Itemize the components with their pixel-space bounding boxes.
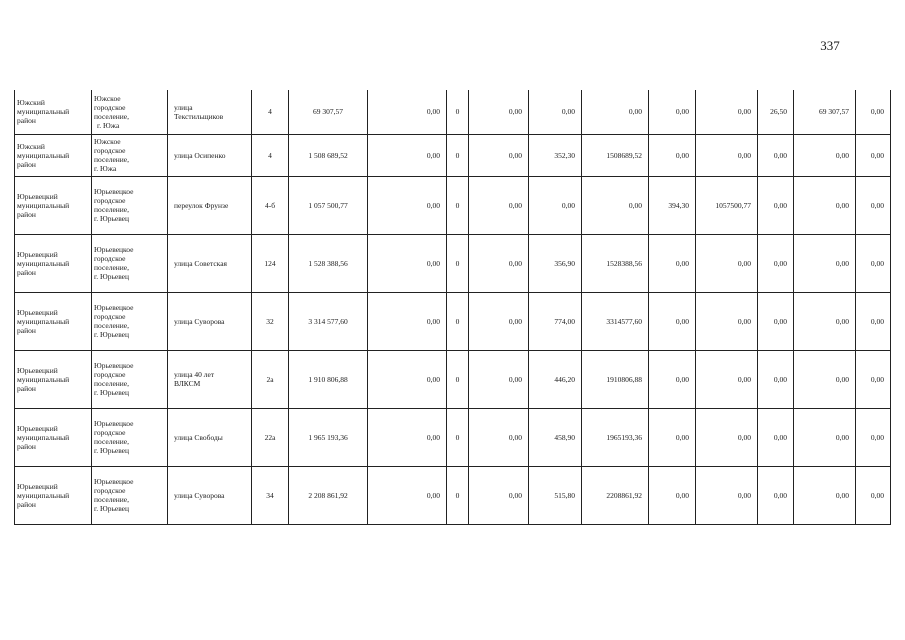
table-row — [15, 134, 891, 176]
cell-c4: 0,00 — [529, 176, 582, 234]
district-line: муниципальный — [17, 150, 70, 160]
cell-settlement — [92, 90, 168, 134]
cell-c10: 0,00 — [856, 176, 891, 234]
cell-cost: 2 208 861,92 — [289, 466, 368, 524]
cell-c8: 0,00 — [758, 234, 794, 292]
settlement-line: г. Юрьевец — [94, 504, 130, 513]
cell-c8: 26,50 — [758, 90, 794, 134]
cell-c5: 0,00 — [582, 90, 649, 134]
district-line: район — [17, 267, 36, 277]
settlement-line: городское — [94, 254, 126, 263]
district-line: Юрьевецкий — [17, 365, 58, 375]
cell-c10: 0,00 — [856, 350, 891, 408]
settlement-line: Юрьевецкое — [94, 303, 134, 312]
settlement-line: Южское — [94, 137, 121, 146]
settlement-line: г. Юрьевец — [94, 446, 130, 455]
district-line: муниципальный — [17, 316, 70, 326]
cell-c10: 0,00 — [856, 292, 891, 350]
settlement-line: г. Юрьевец — [94, 272, 130, 281]
cell-c4: 515,80 — [529, 466, 582, 524]
cell-c3: 0,00 — [469, 90, 529, 134]
cell-c1: 0,00 — [368, 292, 447, 350]
cell-c9: 0,00 — [794, 292, 856, 350]
cell-c9: 0,00 — [794, 134, 856, 176]
settlement-line: поселение, — [94, 437, 130, 446]
settlement-line: Юрьевецкое — [94, 477, 134, 486]
cell-c8: 0,00 — [758, 350, 794, 408]
cell-house: 34 — [252, 466, 289, 524]
cell-settlement — [92, 234, 168, 292]
district-line: Южский — [17, 98, 45, 108]
district-line: муниципальный — [17, 258, 70, 268]
district-line: район — [17, 499, 36, 509]
cell-c5: 1528388,56 — [582, 234, 649, 292]
cell-c4: 352,30 — [529, 134, 582, 176]
cell-house: 32 — [252, 292, 289, 350]
cell-street — [168, 90, 252, 134]
street-line: улица Суворова — [174, 316, 225, 326]
street-line: улица Осипенко — [174, 150, 226, 160]
cell-c1: 0,00 — [368, 350, 447, 408]
district-line: район — [17, 325, 36, 335]
cell-c2: 0 — [447, 466, 469, 524]
district-line: муниципальный — [17, 490, 70, 500]
cell-c6: 0,00 — [649, 134, 696, 176]
cell-c5: 1965193,36 — [582, 408, 649, 466]
cell-c3: 0,00 — [469, 408, 529, 466]
cell-c7: 0,00 — [696, 134, 758, 176]
cell-settlement — [92, 292, 168, 350]
cell-c3: 0,00 — [469, 234, 529, 292]
cell-c9: 69 307,57 — [794, 90, 856, 134]
settlement-line: г. Юрьевец — [94, 330, 130, 339]
cell-settlement — [92, 408, 168, 466]
cell-c5: 2208861,92 — [582, 466, 649, 524]
cell-c2: 0 — [447, 408, 469, 466]
cell-c4: 0,00 — [529, 90, 582, 134]
cell-c7: 0,00 — [696, 350, 758, 408]
settlement-line: поселение, — [94, 111, 130, 121]
cell-c7: 0,00 — [696, 292, 758, 350]
cell-settlement — [92, 134, 168, 176]
cell-house: 4-б — [252, 176, 289, 234]
table-row — [15, 176, 891, 234]
district-line: район — [17, 383, 36, 393]
settlement-line: городское — [94, 102, 126, 112]
cell-c2: 0 — [447, 350, 469, 408]
cell-cost: 1 508 689,52 — [289, 134, 368, 176]
district-line: муниципальный — [17, 374, 70, 384]
cell-c6: 0,00 — [649, 350, 696, 408]
cell-c7: 1057500,77 — [696, 176, 758, 234]
settlement-line: городское — [94, 428, 126, 437]
cell-cost: 1 910 806,88 — [289, 350, 368, 408]
cell-c2: 0 — [447, 90, 469, 134]
table-body — [15, 90, 891, 524]
cell-c5: 3314577,60 — [582, 292, 649, 350]
table-row — [15, 234, 891, 292]
cell-c1: 0,00 — [368, 134, 447, 176]
cell-c8: 0,00 — [758, 466, 794, 524]
settlement-line: поселение, — [94, 155, 130, 164]
cell-c1: 0,00 — [368, 90, 447, 134]
cell-c7: 0,00 — [696, 90, 758, 134]
cell-cost: 69 307,57 — [289, 90, 368, 134]
settlement-line: городское — [94, 146, 126, 155]
street-line: переулок Фрунзе — [174, 200, 229, 210]
settlement-line: городское — [94, 486, 126, 495]
cell-house: 22а — [252, 408, 289, 466]
district-line: муниципальный — [17, 107, 70, 117]
settlement-line: поселение, — [94, 379, 130, 388]
cell-c9: 0,00 — [794, 350, 856, 408]
cell-c1: 0,00 — [368, 176, 447, 234]
cell-cost: 1 528 388,56 — [289, 234, 368, 292]
cell-c6: 0,00 — [649, 234, 696, 292]
cell-c8: 0,00 — [758, 408, 794, 466]
cell-c2: 0 — [447, 234, 469, 292]
cell-c8: 0,00 — [758, 292, 794, 350]
cell-c1: 0,00 — [368, 234, 447, 292]
district-line: Юрьевецкий — [17, 249, 58, 259]
cell-c6: 394,30 — [649, 176, 696, 234]
cell-c3: 0,00 — [469, 466, 529, 524]
cell-c6: 0,00 — [649, 466, 696, 524]
street-line: ВЛКСМ — [174, 379, 201, 388]
district-line: муниципальный — [17, 200, 70, 210]
cell-c10: 0,00 — [856, 90, 891, 134]
cell-settlement — [92, 466, 168, 524]
cell-house: 124 — [252, 234, 289, 292]
cell-c10: 0,00 — [856, 234, 891, 292]
settlement-line: городское — [94, 196, 126, 205]
district-line: Юрьевецкий — [17, 307, 58, 317]
settlement-line: г. Юрьевец — [94, 388, 130, 397]
cell-c1: 0,00 — [368, 408, 447, 466]
cell-cost: 3 314 577,60 — [289, 292, 368, 350]
cell-c4: 774,00 — [529, 292, 582, 350]
settlement-line: поселение, — [94, 495, 130, 504]
cell-c7: 0,00 — [696, 408, 758, 466]
cell-district — [15, 134, 92, 176]
settlement-line: г. Южа — [94, 164, 117, 173]
settlement-line: городское — [94, 312, 126, 321]
cell-district — [15, 90, 92, 134]
settlement-line: г. Юрьевец — [94, 214, 130, 223]
cell-c7: 0,00 — [696, 234, 758, 292]
settlement-line: Юрьевецкое — [94, 245, 134, 254]
cell-house: 2а — [252, 350, 289, 408]
settlement-line: поселение, — [94, 321, 130, 330]
settlement-line: Юрьевецкое — [94, 361, 134, 370]
cell-cost: 1 057 500,77 — [289, 176, 368, 234]
cell-district — [15, 466, 92, 524]
district-line: Юрьевецкий — [17, 481, 58, 491]
cell-c2: 0 — [447, 134, 469, 176]
cell-district — [15, 292, 92, 350]
cell-c6: 0,00 — [649, 292, 696, 350]
cell-settlement — [92, 176, 168, 234]
cell-c2: 0 — [447, 292, 469, 350]
cell-street — [168, 176, 252, 234]
table-row — [15, 350, 891, 408]
cell-c7: 0,00 — [696, 466, 758, 524]
cell-c4: 446,20 — [529, 350, 582, 408]
street-line: Текстильщиков — [174, 111, 224, 121]
settlement-line: городское — [94, 370, 126, 379]
cell-street — [168, 350, 252, 408]
cell-street — [168, 466, 252, 524]
cell-c5: 1910806,88 — [582, 350, 649, 408]
street-line: улица — [174, 102, 193, 112]
settlement-line: поселение, — [94, 263, 130, 272]
cell-district — [15, 234, 92, 292]
street-line: улица 40 лет — [174, 370, 215, 379]
table-row — [15, 408, 891, 466]
street-line: улица Суворова — [174, 490, 225, 500]
cell-street — [168, 234, 252, 292]
cell-c5: 1508689,52 — [582, 134, 649, 176]
cell-c9: 0,00 — [794, 466, 856, 524]
cell-district — [15, 176, 92, 234]
cell-c1: 0,00 — [368, 466, 447, 524]
cell-street — [168, 134, 252, 176]
cell-cost: 1 965 193,36 — [289, 408, 368, 466]
cell-district — [15, 408, 92, 466]
district-line: Юрьевецкий — [17, 191, 58, 201]
table-row — [15, 466, 891, 524]
cell-c9: 0,00 — [794, 176, 856, 234]
cell-c10: 0,00 — [856, 408, 891, 466]
district-line: Юрьевецкий — [17, 423, 58, 433]
cell-street — [168, 408, 252, 466]
district-line: Южский — [17, 141, 45, 151]
cell-c9: 0,00 — [794, 234, 856, 292]
cell-street — [168, 292, 252, 350]
cell-c5: 0,00 — [582, 176, 649, 234]
district-line: район — [17, 116, 36, 126]
street-line: улица Советская — [174, 258, 227, 268]
street-line: улица Свободы — [174, 432, 223, 442]
cell-c3: 0,00 — [469, 350, 529, 408]
cell-c8: 0,00 — [758, 176, 794, 234]
cell-district — [15, 350, 92, 408]
cell-c2: 0 — [447, 176, 469, 234]
data-table — [14, 90, 891, 525]
cell-c8: 0,00 — [758, 134, 794, 176]
district-line: муниципальный — [17, 432, 70, 442]
page-number: 337 — [820, 38, 840, 53]
district-line: район — [17, 441, 36, 451]
cell-c4: 356,90 — [529, 234, 582, 292]
settlement-line: Юрьевецкое — [94, 419, 134, 428]
cell-house: 4 — [252, 90, 289, 134]
settlement-line: Юрьевецкое — [94, 187, 134, 196]
settlement-line: Южское — [94, 93, 121, 103]
cell-c4: 458,90 — [529, 408, 582, 466]
district-line: район — [17, 209, 36, 219]
data-table-container — [14, 90, 890, 525]
district-line: район — [17, 159, 36, 169]
cell-c10: 0,00 — [856, 466, 891, 524]
table-row — [15, 90, 891, 134]
settlement-line: поселение, — [94, 205, 130, 214]
cell-c3: 0,00 — [469, 134, 529, 176]
cell-c6: 0,00 — [649, 408, 696, 466]
cell-c9: 0,00 — [794, 408, 856, 466]
table-row — [15, 292, 891, 350]
cell-c3: 0,00 — [469, 292, 529, 350]
cell-c3: 0,00 — [469, 176, 529, 234]
cell-c6: 0,00 — [649, 90, 696, 134]
cell-settlement — [92, 350, 168, 408]
settlement-line: г. Южа — [97, 120, 120, 130]
cell-c10: 0,00 — [856, 134, 891, 176]
cell-house: 4 — [252, 134, 289, 176]
